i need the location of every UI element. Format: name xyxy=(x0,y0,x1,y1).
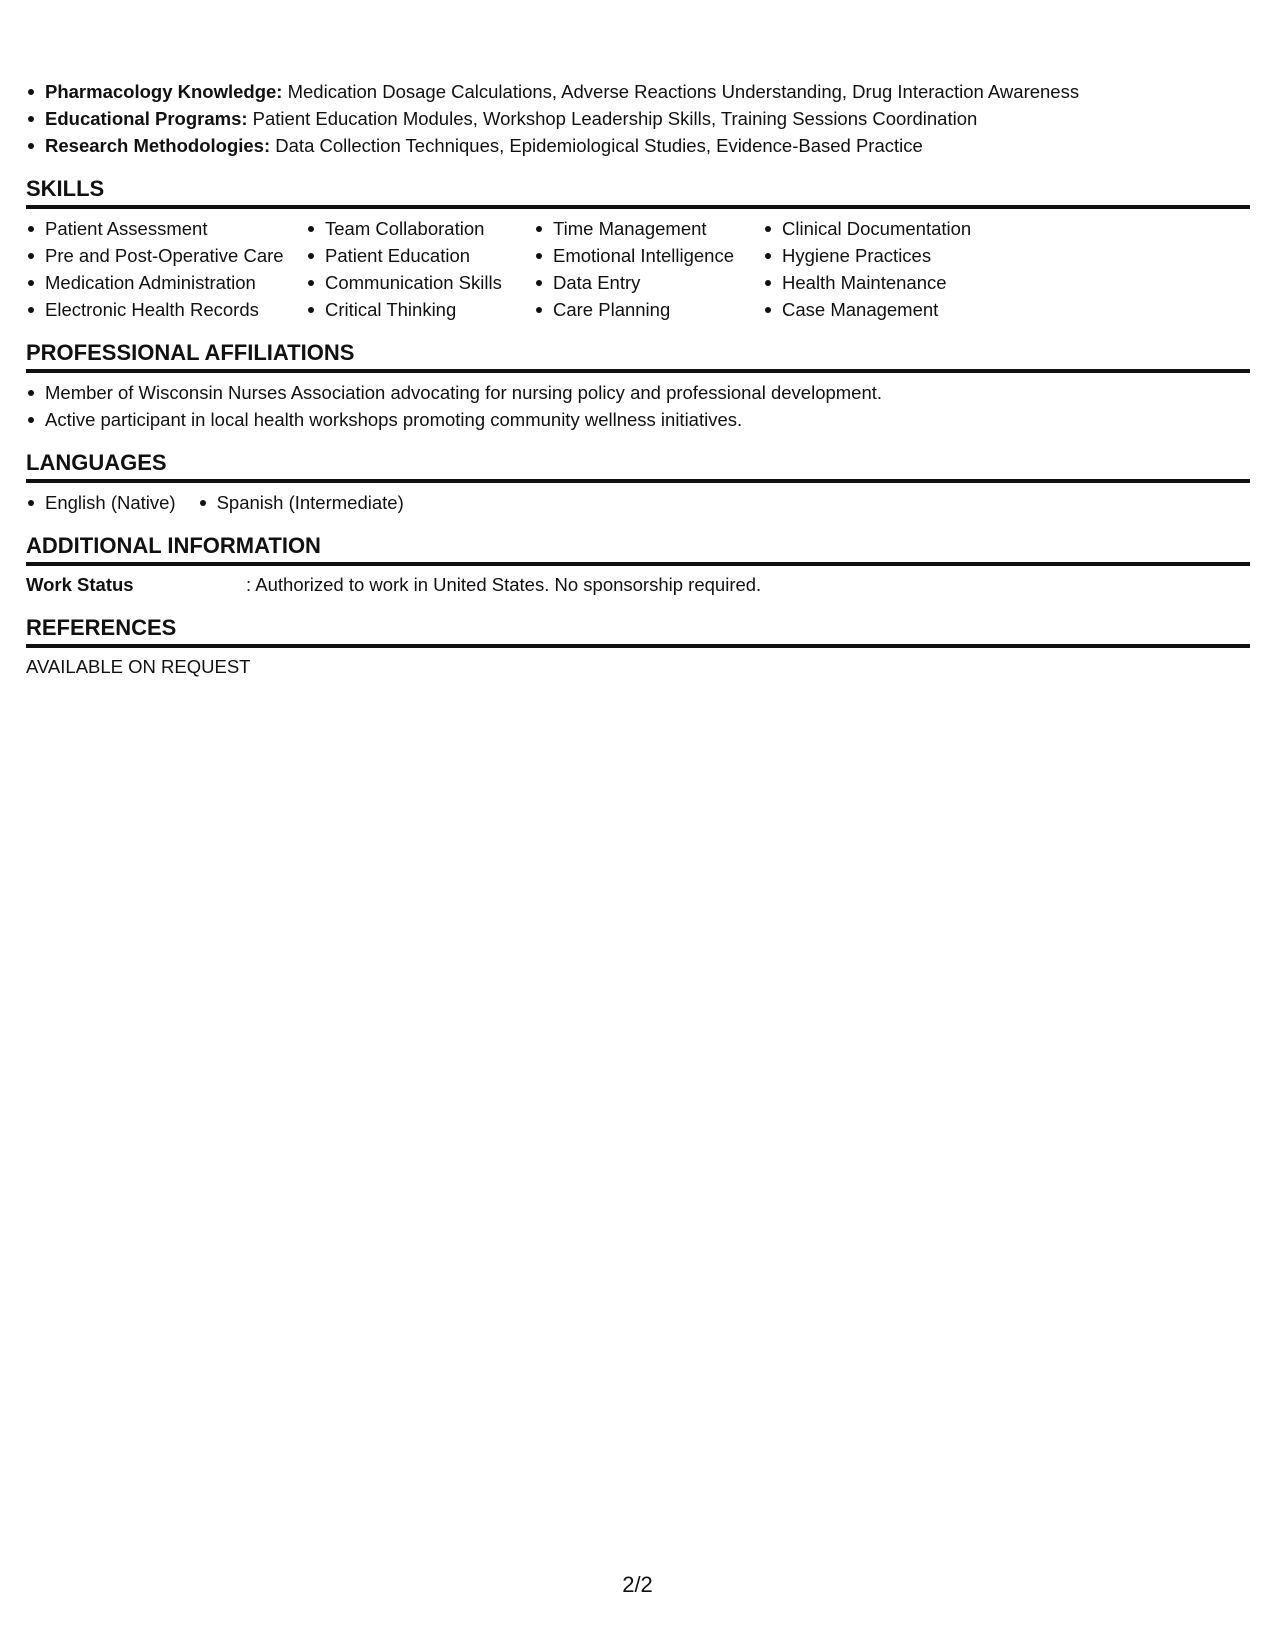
affiliations-heading: PROFESSIONAL AFFILIATIONS xyxy=(26,339,1250,373)
additional-info-heading: ADDITIONAL INFORMATION xyxy=(26,532,1250,566)
skill-item: Team Collaboration xyxy=(306,215,511,242)
item-label: Pharmacology Knowledge: xyxy=(45,81,283,102)
list-item xyxy=(26,105,1250,132)
skills-column xyxy=(534,215,741,323)
languages-heading: LANGUAGES xyxy=(26,449,1250,483)
list-item xyxy=(26,78,1250,105)
item-value: Patient Education Modules, Workshop Leadership Skills, Training Sessions Coordination xyxy=(247,108,978,129)
affiliations-list xyxy=(26,379,1250,433)
skill-item: Hygiene Practices xyxy=(763,242,1023,269)
skills-grid xyxy=(26,215,1250,323)
work-status-row xyxy=(26,572,1250,598)
references-heading: REFERENCES xyxy=(26,614,1250,648)
expertise-list xyxy=(26,78,1250,159)
skill-item: Pre and Post-Operative Care xyxy=(26,242,284,269)
references-text: AVAILABLE ON REQUEST xyxy=(26,656,251,677)
list-item xyxy=(26,132,1250,159)
skill-item: Clinical Documentation xyxy=(763,215,1023,242)
work-status-label: Work Status xyxy=(26,574,134,595)
skill-item: Electronic Health Records xyxy=(26,296,284,323)
skills-column xyxy=(26,215,284,323)
skill-item: Emotional Intelligence xyxy=(534,242,741,269)
page-number: 2/2 xyxy=(622,1572,653,1597)
language-item: English (Native) xyxy=(26,489,176,516)
affiliation-item: Active participant in local health workshops promoting community wellness initiatives. xyxy=(26,406,1250,433)
work-status-value: : Authorized to work in United States. No sponsorship required. xyxy=(246,574,762,595)
skill-item: Communication Skills xyxy=(306,269,511,296)
skill-item: Data Entry xyxy=(534,269,741,296)
item-label: Research Methodologies: xyxy=(45,135,271,156)
skill-item: Critical Thinking xyxy=(306,296,511,323)
skill-item: Health Maintenance xyxy=(763,269,1023,296)
item-value: Data Collection Techniques, Epidemiological Studies, Evidence-Based Practice xyxy=(270,135,923,156)
skill-item: Medication Administration xyxy=(26,269,284,296)
languages-list xyxy=(26,489,1250,516)
skills-column xyxy=(306,215,511,323)
skills-heading: SKILLS xyxy=(26,175,1250,209)
skill-item: Patient Assessment xyxy=(26,215,284,242)
resume-page xyxy=(26,78,1250,680)
item-value: Medication Dosage Calculations, Adverse Reactions Understanding, Drug Interaction Awareness xyxy=(282,81,1080,102)
skill-item: Patient Education xyxy=(306,242,511,269)
item-label: Educational Programs: xyxy=(45,108,248,129)
skill-item: Time Management xyxy=(534,215,741,242)
skills-column xyxy=(763,215,1023,323)
skill-item: Care Planning xyxy=(534,296,741,323)
affiliation-item: Member of Wisconsin Nurses Association advocating for nursing policy and professional development. xyxy=(26,379,1250,406)
language-item: Spanish (Intermediate) xyxy=(198,489,404,516)
skill-item: Case Management xyxy=(763,296,1023,323)
